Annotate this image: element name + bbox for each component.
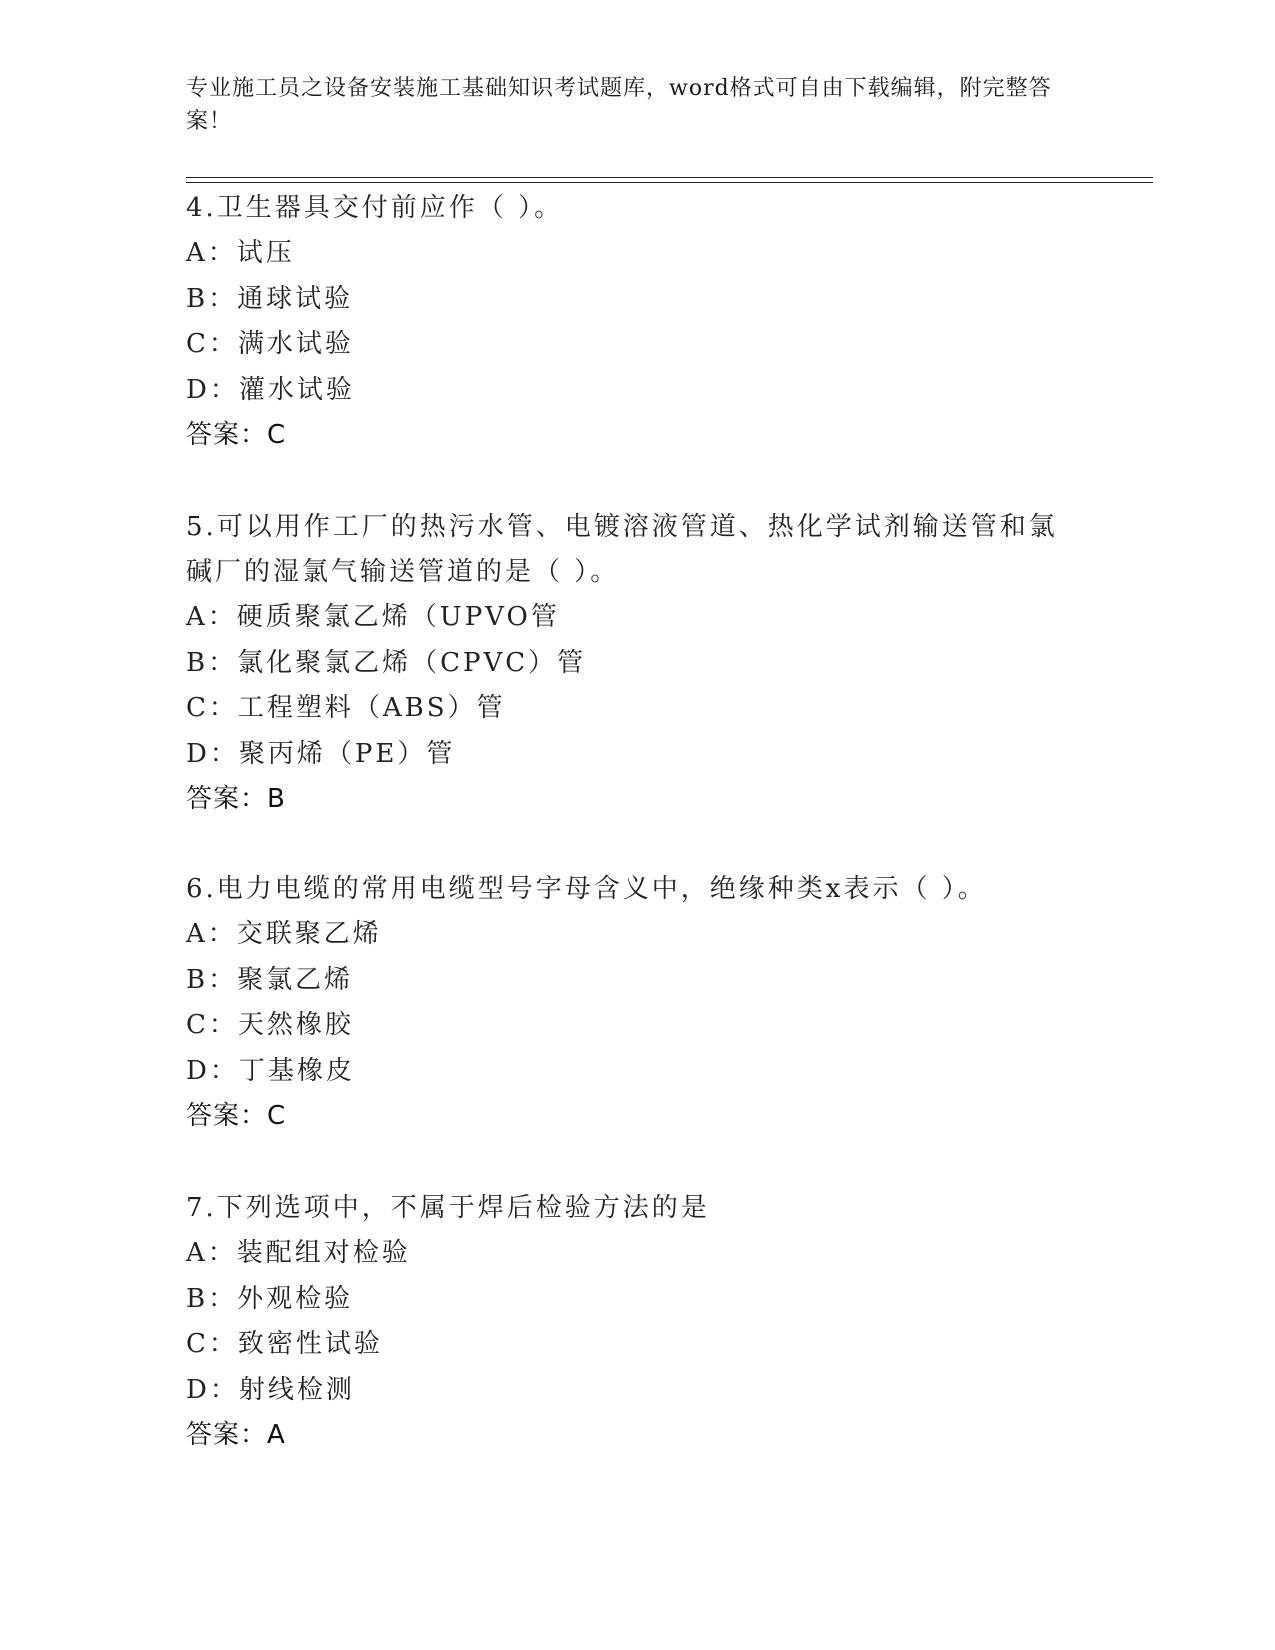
- option-b: B：聚氯乙烯: [186, 964, 354, 995]
- option-b: B：通球试验: [186, 283, 354, 314]
- question-stem: 6.电力电缆的常用电缆型号字母含义中，绝缘种类x表示（ ）。: [186, 874, 987, 904]
- option-c: C：天然橡胶: [186, 1010, 354, 1040]
- option-a: A：硬质聚氯乙烯（UPVO管: [186, 602, 560, 632]
- option-d: D：灌水试验: [186, 374, 355, 405]
- option-d: D：射线检测: [186, 1374, 355, 1405]
- header-divider-bottom: [186, 182, 1153, 183]
- header-divider-top: [186, 177, 1153, 178]
- question-4: [186, 186, 1086, 459]
- answer: 答案：C: [186, 420, 287, 450]
- option-c: C：满水试验: [186, 329, 354, 359]
- option-a: A：交联聚乙烯: [186, 919, 382, 949]
- question-stem: 5.可以用作工厂的热污水管、电镀溶液管道、热化学试剂输送管和氯碱厂的湿氯气输送管道的是（ ）。: [186, 512, 1058, 587]
- answer: 答案：A: [186, 1420, 286, 1450]
- question-7: [186, 1186, 1086, 1459]
- question-6: [186, 867, 1086, 1140]
- option-c: C：致密性试验: [186, 1329, 383, 1359]
- option-c: C：工程塑料（ABS）管: [186, 693, 506, 723]
- document-intro: 专业施工员之设备安装施工基础知识考试题库，word格式可自由下载编辑，附完整答案！: [186, 76, 1052, 134]
- question-5: [186, 505, 1086, 823]
- option-a: A：装配组对检验: [186, 1238, 411, 1268]
- option-b: B：氯化聚氯乙烯（CPVC）管: [186, 647, 587, 678]
- question-stem: 4.卫生器具交付前应作（ ）。: [186, 193, 564, 223]
- question-stem: 7.下列选项中，不属于焊后检验方法的是: [186, 1193, 710, 1223]
- answer: 答案：B: [186, 784, 286, 814]
- option-b: B：外观检验: [186, 1283, 354, 1314]
- answer: 答案：C: [186, 1101, 287, 1131]
- option-d: D：丁基橡皮: [186, 1055, 355, 1086]
- option-a: A：试压: [186, 238, 295, 268]
- option-d: D：聚丙烯（PE）管: [186, 738, 456, 769]
